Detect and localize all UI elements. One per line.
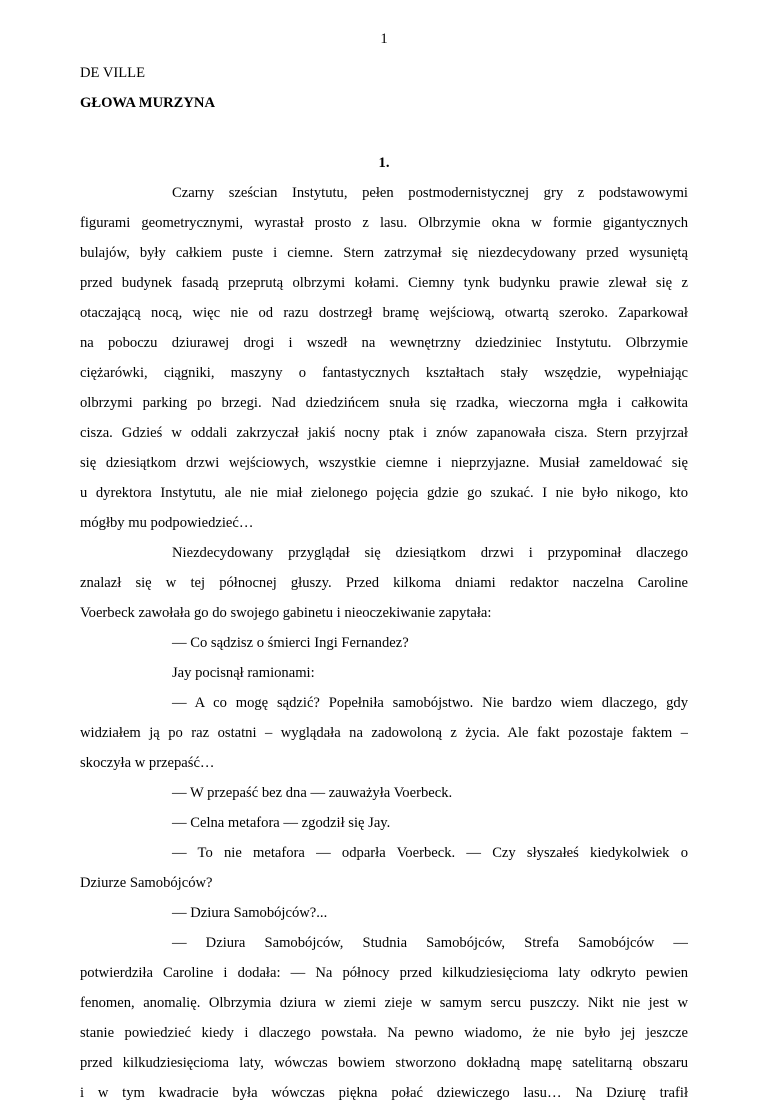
text-line: mógłby mu podpowiedzieć… bbox=[80, 515, 254, 531]
text-line: stanie powiedzieć kiedy i dlaczego powstała. Na pewno wiadomo, że nie było jej jeszcze bbox=[80, 1025, 688, 1041]
text-line: Czarny sześcian Instytutu, pełen postmodernistycznej gry z podstawowymi bbox=[172, 185, 688, 201]
page-number: 1 bbox=[380, 31, 388, 47]
text-line: Voerbeck zawołała go do swojego gabinetu i nieoczekiwanie zapytała: bbox=[80, 605, 492, 621]
text-line: potwierdziła Caroline i dodała: — Na północy przed kilkudziesięcioma laty odkryto pewien bbox=[80, 965, 688, 981]
text-line: się dziesiątkom drzwi wejściowych, wszystkie ciemne i nieprzyjazne. Musiał zameldować się bbox=[80, 455, 688, 471]
text-line: — A co mogę sądzić? Popełniła samobójstwo. Nie bardzo wiem dlaczego, gdy bbox=[172, 695, 688, 711]
text-line: na poboczu dziurawej drogi i wszedł na wewnętrzny dziedziniec Instytutu. Olbrzymie bbox=[80, 335, 688, 351]
text-line: bulajów, były całkiem puste i ciemne. Stern zatrzymał się niezdecydowany przed wysuniętą bbox=[80, 245, 688, 261]
text-line: skoczyła w przepaść… bbox=[80, 755, 215, 771]
document-title: GŁOWA MURZYNA bbox=[80, 95, 215, 111]
text-line: ciężarówki, ciągniki, maszyny o fantastycznych kształtach stały wszędzie, wypełniając bbox=[80, 365, 688, 381]
chapter-number: 1. bbox=[378, 155, 390, 171]
text-line: olbrzymi parking po brzegi. Nad dziedzińcem snuła się rzadka, wieczorna mgła i całkowita bbox=[80, 395, 688, 411]
text-line: — Celna metafora — zgodził się Jay. bbox=[172, 815, 391, 831]
text-line: przed budynek fasadą przeprutą olbrzymi kołami. Ciemny tynk budynku prawie zlewał się z bbox=[80, 275, 688, 291]
text-line: Niezdecydowany przyglądał się dziesiątkom drzwi i przypominał dlaczego bbox=[172, 545, 688, 561]
text-line: otaczającą nocą, więc nie od razu dostrzegł bramę wejściową, otwartą szeroko. Zaparkował bbox=[80, 305, 688, 321]
text-line: — Dziura Samobójców, Studnia Samobójców, Strefa Samobójców — bbox=[172, 935, 688, 951]
text-line: — To nie metafora — odparła Voerbeck. — Czy słyszałeś kiedykolwiek o bbox=[172, 845, 688, 861]
text-line: — Co sądzisz o śmierci Ingi Fernandez? bbox=[172, 635, 409, 651]
text-line: znalazł się w tej północnej głuszy. Przed kilkoma dniami redaktor naczelna Caroline bbox=[80, 575, 688, 591]
text-line: przed kilkudziesięcioma laty, wówczas bowiem stworzono dokładną mapę satelitarną obszaru bbox=[80, 1055, 688, 1071]
text-line: Jay pocisnął ramionami: bbox=[172, 665, 315, 681]
document-body bbox=[80, 58, 688, 1108]
text-line: fenomen, anomalię. Olbrzymia dziura w ziemi zieje w samym sercu puszczy. Nikt nie jest w bbox=[80, 995, 688, 1011]
chapter-text bbox=[80, 178, 688, 1108]
text-line: i w tym kwadracie była wówczas piękna połać dziewiczego lasu… Na Dziurę trafił bbox=[80, 1085, 688, 1101]
text-line: figurami geometrycznymi, wyrastał prosto z lasu. Olbrzymie okna w formie gigantycznych bbox=[80, 215, 688, 231]
text-line: cisza. Gdzieś w oddali zakrzyczał jakiś nocny ptak i znów zapanowała cisza. Stern przyjrzał bbox=[80, 425, 688, 441]
text-line: — Dziura Samobójców?... bbox=[172, 905, 328, 921]
author-name: DE VILLE bbox=[80, 65, 145, 81]
text-line: widziałem ją po raz ostatni – wyglądała na zadowoloną z życia. Ale fakt pozostaje faktem – bbox=[80, 725, 688, 741]
text-line: u dyrektora Instytutu, ale nie miał zielonego pojęcia gdzie go szukać. I nie było nikogo, kto bbox=[80, 485, 688, 501]
text-line: Dziurze Samobójców? bbox=[80, 875, 213, 891]
text-line: — W przepaść bez dna — zauważyła Voerbeck. bbox=[172, 785, 453, 801]
